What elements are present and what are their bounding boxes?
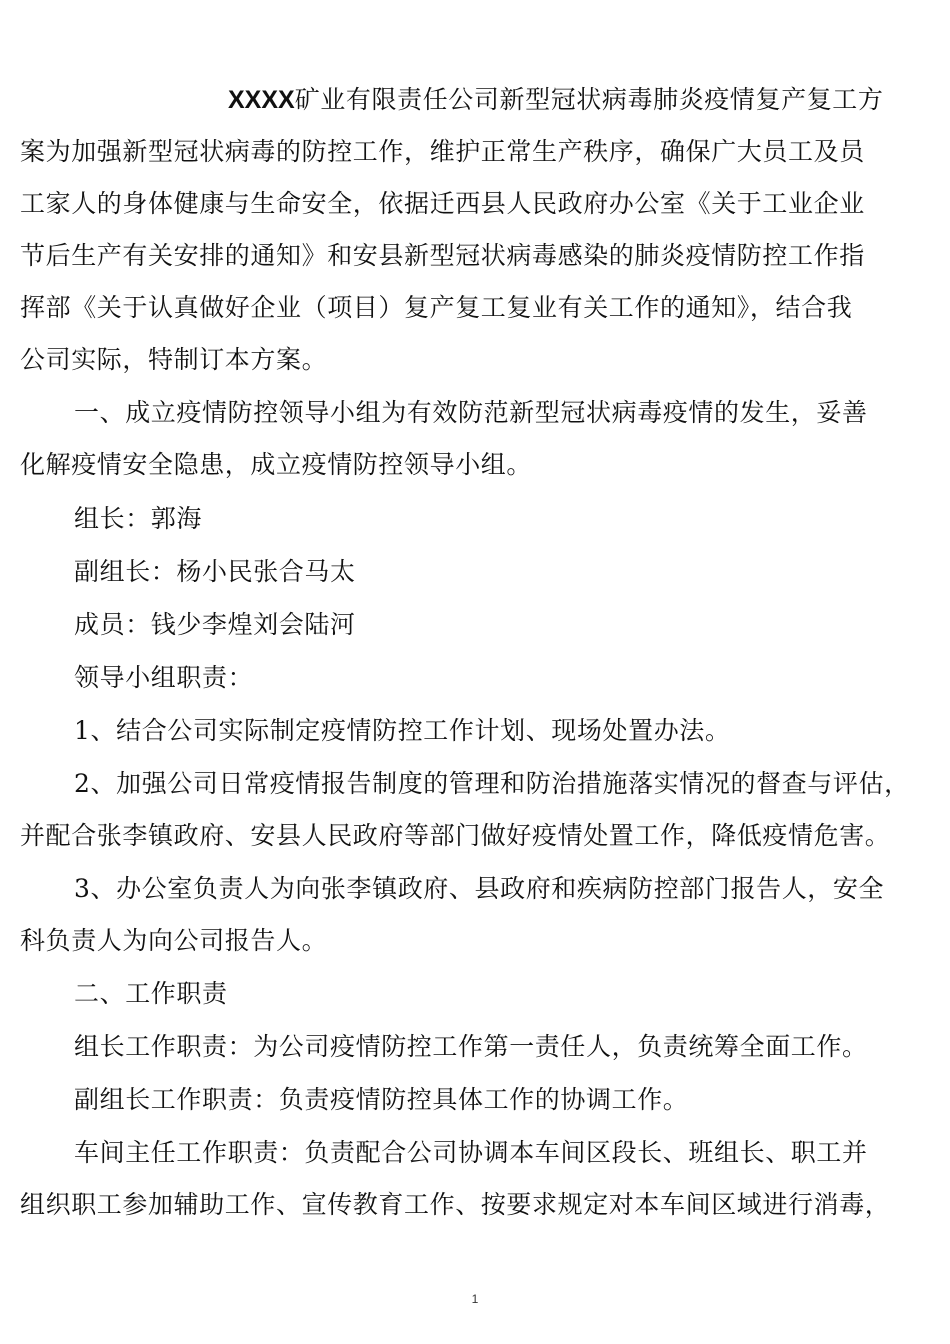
company-name-placeholder: XXXX [228,86,295,114]
team-leader-line: 组长：郭海 [74,504,203,533]
duty-item-3-line-2: 科负责人为向公司报告人。 [20,926,328,955]
section-one-heading-line-1: 一、成立疫情防控领导小组为有效防范新型冠状病毒疫情的发生，妥善 [74,398,868,427]
workshop-director-duty-line-1: 车间主任工作职责：负责配合公司协调本车间区段长、班组长、职工并 [74,1138,868,1167]
intro-paragraph-line-4: 挥部《关于认真做好企业（项目）复产复工复业有关工作的通知》，结合我 [20,293,853,322]
document-title-line [228,84,884,116]
deputy-duty-line: 副组长工作职责：负责疫情防控具体工作的协调工作。 [74,1085,689,1114]
duty-item-3-line-1: 3、办公室负责人为向张李镇政府、县政府和疾病防控部门报告人，安全 [74,874,885,903]
document-title-text: 矿业有限责任公司新型冠状病毒肺炎疫情复产复工方 [294,85,884,114]
duty-item-1-line: 1、结合公司实际制定疫情防控工作计划、现场处置办法。 [74,716,731,745]
intro-paragraph-line-5: 公司实际，特制订本方案。 [20,345,328,374]
intro-paragraph-line-2: 工家人的身体健康与生命安全，依据迁西县人民政府办公室《关于工业企业 [20,189,865,218]
intro-paragraph-line-1: 案为加强新型冠状病毒的防控工作，维护正常生产秩序，确保广大员工及员 [20,137,865,166]
intro-paragraph-line-3: 节后生产有关安排的通知》和安县新型冠状病毒感染的肺炎疫情防控工作指 [20,241,865,270]
workshop-director-duty-line-2: 组织职工参加辅助工作、宣传教育工作、按要求规定对本车间区域进行消毒， [20,1190,891,1219]
members-line: 成员：钱少李煌刘会陆河 [74,610,356,639]
page-number: 1 [471,1292,479,1306]
duty-item-2-line-2: 并配合张李镇政府、安县人民政府等部门做好疫情处置工作，降低疫情危害。 [20,821,891,850]
duty-item-2-line-1: 2、加强公司日常疫情报告制度的管理和防治措施落实情况的督查与评估， [74,769,910,798]
deputy-leader-line: 副组长：杨小民张合马太 [74,557,356,586]
duties-heading-line: 领导小组职责： [74,663,254,692]
leader-duty-line: 组长工作职责：为公司疫情防控工作第一责任人，负责统筹全面工作。 [74,1032,868,1061]
section-two-heading: 二、工作职责 [74,979,228,1008]
section-one-heading-line-2: 化解疫情安全隐患，成立疫情防控领导小组。 [20,450,533,479]
